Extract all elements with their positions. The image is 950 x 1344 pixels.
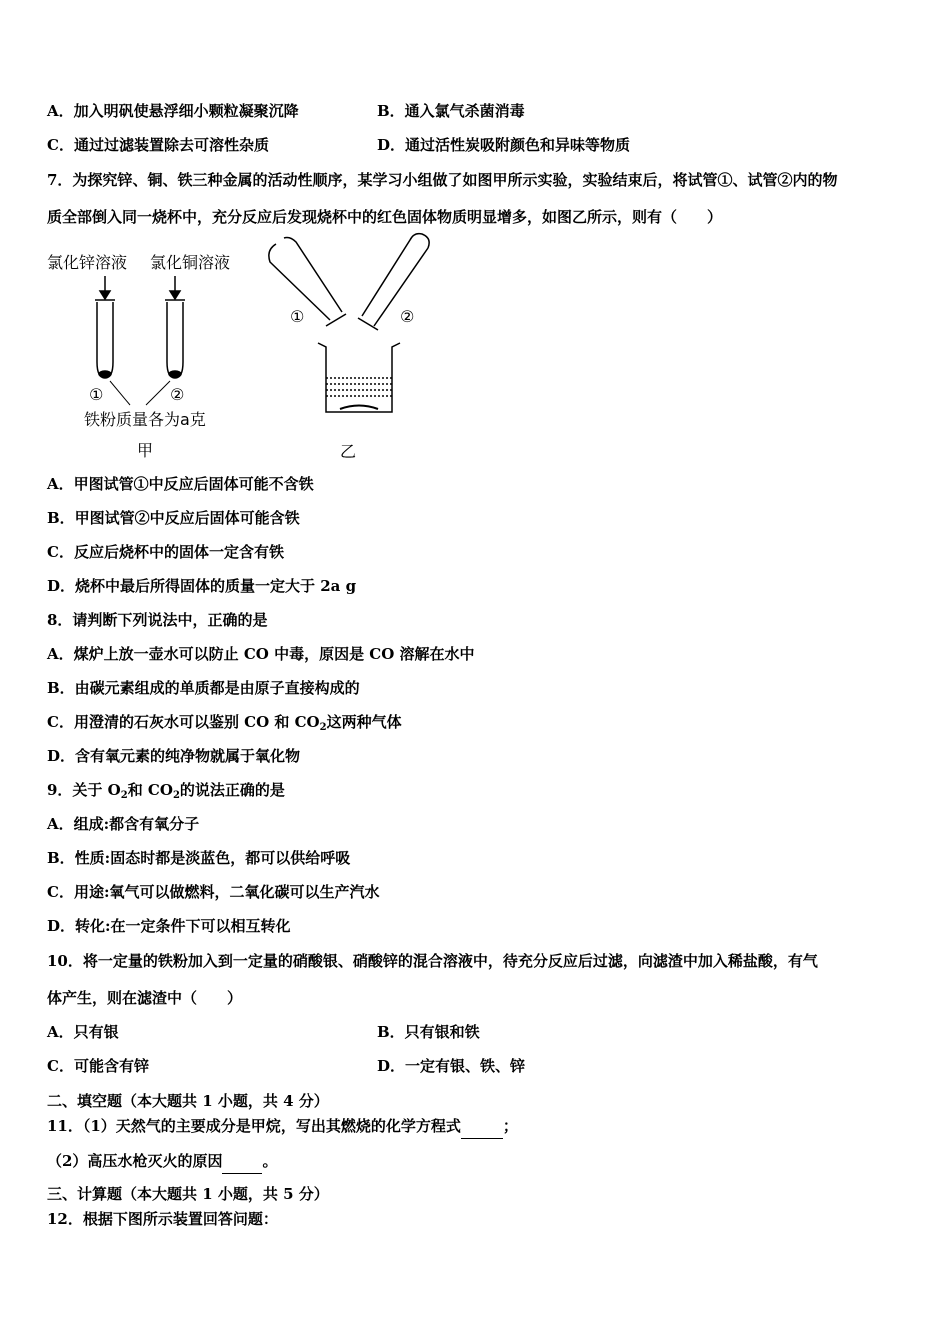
q7-option-d: D．烧杯中最后所得固体的质量一定大于 2a g <box>47 577 357 595</box>
q10-option-d: D．一定有银、铁、锌 <box>377 1057 526 1075</box>
q7-option-b: B．甲图试管②中反应后固体可能含铁 <box>47 509 300 527</box>
iron-mass-label: 铁粉质量各为a克 <box>84 410 206 429</box>
test-tube-1 <box>95 300 115 378</box>
arrow-tube-1 <box>100 276 110 299</box>
arrow-tube-2 <box>170 276 180 299</box>
q6-option-b: B．通入氯气杀菌消毒 <box>377 102 525 120</box>
q10-stem-line2: 体产生，则在滤渣中（ ） <box>47 989 243 1007</box>
q8-option-a: A．煤炉上放一壶水可以防止 CO 中毒，原因是 CO 溶解在水中 <box>47 645 475 663</box>
q7-stem-line2: 质全部倒入同一烧杯中，充分反应后发现烧杯中的红色固体物质明显增多，如图乙所示，则有（ ） <box>47 208 723 226</box>
tilted-tube-2 <box>358 234 429 330</box>
q10-option-a: A．只有银 <box>47 1023 119 1041</box>
label-copper-chloride: 氯化铜溶液 <box>150 253 231 272</box>
q10-option-c: C．可能含有锌 <box>47 1057 149 1075</box>
tube-1-number: ① <box>89 385 104 404</box>
q9-option-d: D．转化:在一定条件下可以相互转化 <box>47 917 291 935</box>
q9-option-b: B．性质:固态时都是淡蓝色，都可以供给呼吸 <box>47 849 351 867</box>
tilted-tube-1 <box>269 238 346 327</box>
q10-option-b: B．只有银和铁 <box>377 1023 480 1041</box>
q9-option-a: A．组成:都含有氧分子 <box>47 815 200 833</box>
q8-stem: 8．请判断下列说法中，正确的是 <box>47 611 268 629</box>
q6-option-d: D．通过活性炭吸附颜色和异味等物质 <box>377 136 631 154</box>
q11-line1: 11．（1）天然气的主要成分是甲烷，写出其燃烧的化学方程式 ； <box>47 1116 518 1139</box>
test-tube-2 <box>165 300 185 378</box>
figure-yi-caption: 乙 <box>340 442 357 461</box>
beaker <box>318 343 400 412</box>
q7-option-c: C．反应后烧杯中的固体一定含有铁 <box>47 543 284 561</box>
q11-line2: （2）高压水枪灭火的原因 。 <box>47 1151 277 1174</box>
q7-stem-line1: 7．为探究锌、铜、铁三种金属的活动性顺序，某学习小组做了如图甲所示实验，实验结束后，将试管①、试管②内的物 <box>47 171 838 189</box>
q12-stem: 12．根据下图所示装置回答问题： <box>47 1210 278 1228</box>
q8-option-d: D．含有氧元素的纯净物就属于氧化物 <box>47 747 301 765</box>
figure-jia-caption: 甲 <box>137 441 154 460</box>
tube-2-number: ② <box>170 385 185 404</box>
q9-stem: 9．关于 $O_2$和 $CO_2$的说法正确的是 <box>47 781 285 801</box>
tilted-tube-2-number: ② <box>400 307 415 326</box>
tilted-tube-1-number: ① <box>290 307 305 326</box>
section2-title: 二、填空题（本大题共 1 小题，共 4 分） <box>47 1092 329 1110</box>
q7-option-a: A．甲图试管①中反应后固体可能不含铁 <box>47 475 314 493</box>
q9-option-c: C．用途:氧气可以做燃料，二氧化碳可以生产汽水 <box>47 883 380 901</box>
q6-option-c: C．通过过滤装置除去可溶性杂质 <box>47 136 269 154</box>
q10-stem-line1: 10．将一定量的铁粉加入到一定量的硝酸银、硝酸锌的混合溶液中，待充分反应后过滤，向滤渣中加入稀盐酸，有气 <box>47 952 818 970</box>
q8-option-c: C．用澄清的石灰水可以鉴别 CO 和 $CO_2$这两种气体 <box>47 713 402 733</box>
q6-option-a: A．加入明矾使悬浮细小颗粒凝聚沉降 <box>47 102 299 120</box>
q8-option-b: B．由碳元素组成的单质都是由原子直接构成的 <box>47 679 360 697</box>
label-zinc-chloride: 氯化锌溶液 <box>47 253 128 272</box>
section3-title: 三、计算题（本大题共 1 小题，共 5 分） <box>47 1185 329 1203</box>
iron-pointer-lines <box>110 381 170 405</box>
